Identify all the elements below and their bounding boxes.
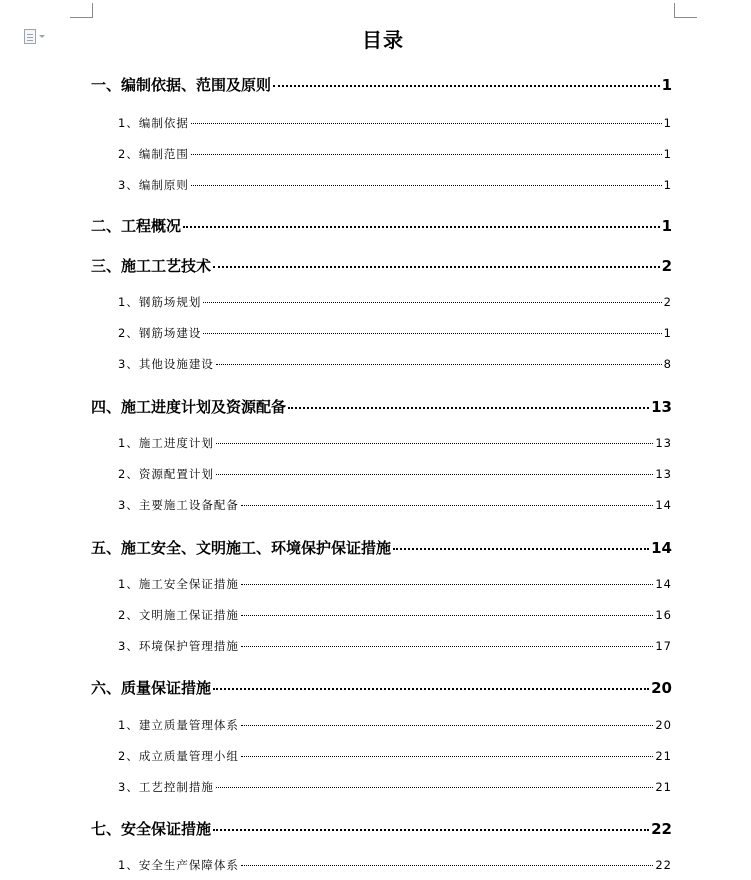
toc-dot-leader: [241, 584, 654, 585]
toc-page-number: 22: [651, 820, 672, 838]
toc-dot-leader: [241, 646, 654, 647]
toc-dot-leader: [191, 123, 662, 124]
toc-page-number: 14: [655, 498, 672, 512]
toc-page-number: 2: [663, 295, 672, 309]
toc-entry-label: 2、资源配置计划: [118, 467, 214, 481]
toc-entry-section[interactable]: [118, 497, 672, 513]
toc-entry-section[interactable]: [118, 294, 672, 310]
toc-dot-leader: [183, 226, 660, 228]
toc-entry-chapter[interactable]: [91, 537, 672, 558]
toc-entry-chapter[interactable]: [91, 215, 672, 236]
toc-page-number: 13: [651, 398, 672, 416]
toc-entry-label: 1、安全生产保障体系: [118, 858, 239, 872]
toc-page-number: 1: [661, 217, 672, 235]
toc-dot-leader: [213, 829, 649, 831]
toc-dot-leader: [393, 548, 649, 550]
toc-title: 目录: [362, 28, 404, 52]
toc-entry-section[interactable]: [118, 748, 672, 764]
toc-page-number: 1: [663, 178, 672, 192]
toc-entry-section[interactable]: [118, 356, 672, 372]
toc-dot-leader: [213, 688, 649, 690]
toc-page-number: 8: [663, 357, 672, 371]
toc-entry-label: 1、建立质量管理体系: [118, 718, 239, 732]
toc-entry-section[interactable]: [118, 325, 672, 341]
toc-entry-chapter[interactable]: [91, 677, 672, 698]
toc-entry-label: 2、钢筋场建设: [118, 326, 202, 340]
toc-entry-label: 3、编制原则: [118, 178, 189, 192]
toc-page-number: 1: [661, 76, 672, 94]
toc-dot-leader: [213, 266, 660, 268]
toc-dot-leader: [216, 364, 662, 365]
toc-page-number: 21: [655, 749, 672, 763]
toc-dot-leader: [241, 505, 654, 506]
toc-page-number: 22: [655, 858, 672, 872]
page-corner-mark-right: [674, 3, 697, 18]
toc-entry-label: 3、环境保护管理措施: [118, 639, 239, 653]
toc-page-number: 14: [651, 539, 672, 557]
toc-entry-section[interactable]: [118, 857, 672, 873]
toc-entry-label: 七、安全保证措施: [91, 820, 212, 838]
toc-entry-label: 3、其他设施建设: [118, 357, 214, 371]
toc-entry-label: 二、工程概况: [91, 217, 182, 235]
toc-dot-leader: [203, 333, 661, 334]
toc-entry-chapter[interactable]: [91, 818, 672, 839]
toc-entry-chapter[interactable]: [91, 396, 672, 417]
toc-dot-leader: [216, 443, 654, 444]
toc-page-number: 21: [655, 780, 672, 794]
toc-dot-leader: [216, 787, 654, 788]
toc-entry-label: 1、施工安全保证措施: [118, 577, 239, 591]
toc-dot-leader: [241, 615, 654, 616]
toc-dot-leader: [288, 407, 649, 409]
toc-entry-section[interactable]: [118, 435, 672, 451]
toc-page-number: 20: [651, 679, 672, 697]
toc-entry-label: 一、编制依据、范围及原则: [91, 76, 272, 94]
toc-page-number: 1: [663, 326, 672, 340]
toc-entry-section[interactable]: [118, 115, 672, 131]
toc-entry-section[interactable]: [118, 466, 672, 482]
toc-entry-label: 2、编制范围: [118, 147, 189, 161]
toc-entry-section[interactable]: [118, 576, 672, 592]
toc-entry-label: 五、施工安全、文明施工、环境保护保证措施: [91, 539, 392, 557]
toc-page-number: 1: [663, 147, 672, 161]
toc-dot-leader: [216, 474, 654, 475]
toc-page-number: 13: [655, 436, 672, 450]
toc-dot-leader: [191, 154, 662, 155]
toc-page-number: 20: [655, 718, 672, 732]
toc-entry-label: 3、工艺控制措施: [118, 780, 214, 794]
toc-entry-label: 三、施工工艺技术: [91, 257, 212, 275]
toc-entry-label: 1、编制依据: [118, 116, 189, 130]
toc-entry-section[interactable]: [118, 607, 672, 623]
toc-page-number: 17: [655, 639, 672, 653]
toc-entry-section[interactable]: [118, 638, 672, 654]
toc-entry-label: 2、文明施工保证措施: [118, 608, 239, 622]
toc-dot-leader: [273, 85, 660, 87]
toc-page-number: 14: [655, 577, 672, 591]
toc-entry-label: 四、施工进度计划及资源配备: [91, 398, 287, 416]
toc-page-number: 2: [661, 257, 672, 275]
toc-entry-section[interactable]: [118, 779, 672, 795]
toc-dot-leader: [241, 756, 654, 757]
toc-entry-label: 六、质量保证措施: [91, 679, 212, 697]
toc-entry-label: 1、施工进度计划: [118, 436, 214, 450]
toc-entry-section[interactable]: [118, 177, 672, 193]
toc-entry-chapter[interactable]: [91, 74, 672, 95]
toc-entry-section[interactable]: [118, 146, 672, 162]
toc-dot-leader: [241, 725, 654, 726]
toc-page-number: 1: [663, 116, 672, 130]
toc-entry-label: 2、成立质量管理小组: [118, 749, 239, 763]
toc-dot-leader: [203, 302, 661, 303]
toc-page-number: 13: [655, 467, 672, 481]
toc-entry-chapter[interactable]: [91, 255, 672, 276]
toc-entry-section[interactable]: [118, 717, 672, 733]
toc-dot-leader: [191, 185, 662, 186]
toc-entry-label: 3、主要施工设备配备: [118, 498, 239, 512]
toc-page-number: 16: [655, 608, 672, 622]
toc-entry-label: 1、钢筋场规划: [118, 295, 202, 309]
toc-dot-leader: [241, 865, 654, 866]
page-corner-mark-left: [70, 3, 93, 18]
